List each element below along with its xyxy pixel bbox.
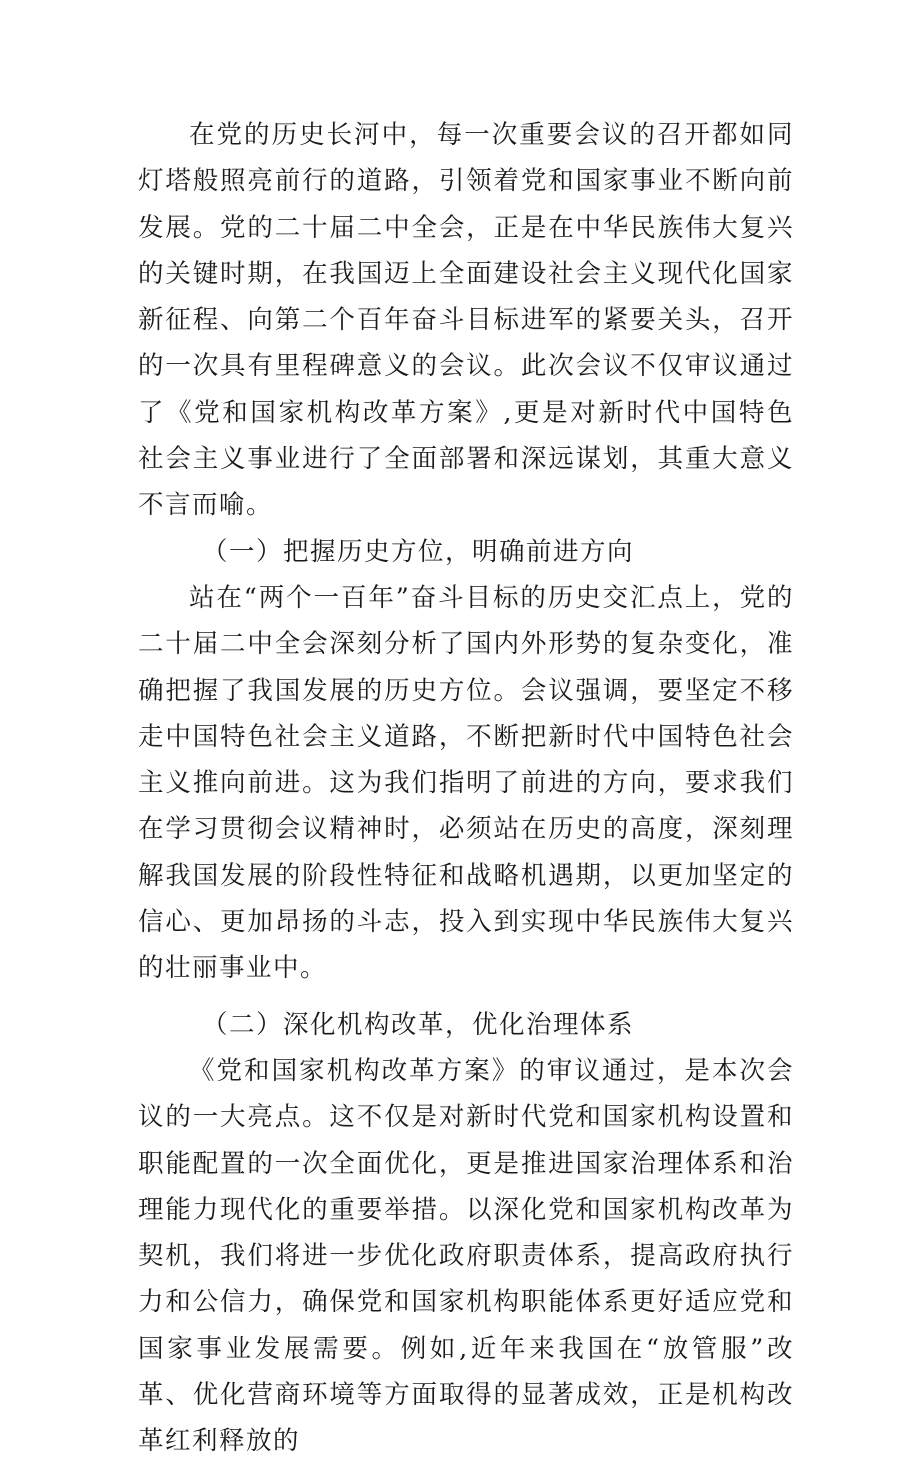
section-heading-1: （一）把握历史方位，明确前进方向 <box>202 536 635 567</box>
paragraph-section-1: 站在“两个一百年”奋斗目标的历史交汇点上，党的二十届二中全会深刻分析了国内外形势的复杂变化，准确把握了我国发展的历史方位。会议强调，要坚定不移走中国特色社会主义道路，不断把新时代中国特色社会主义推向前进。这为我们指明了前进的方向，要求我们在学习贯彻会议精神时，必须站在历史的高度，深刻理解我国发展的阶段性特征和战略机遇期，以更加坚定的信心、更加昂扬的斗志，投入到实现中华民族伟大复兴的壮丽事业中。 <box>138 582 794 984</box>
paragraph-section-2: 《党和国家机构改革方案》的审议通过，是本次会议的一大亮点。这不仅是对新时代党和国家机构设置和职能配置的一次全面优化，更是推进国家治理体系和治理能力现代化的重要举措。以深化党和国家机构改革为契机，我们将进一步优化政府职责体系，提高政府执行力和公信力，确保党和国家机构职能体系更好适应党和国家事业发展需要。例如,近年来我国在“放管服”改革、优化营商环境等方面取得的显著成效，正是机构改革红利释放的 <box>138 1055 794 1457</box>
document-body <box>138 112 794 1465</box>
section-heading-2: （二）深化机构改革，优化治理体系 <box>202 1009 635 1040</box>
paragraph-intro: 在党的历史长河中，每一次重要会议的召开都如同灯塔般照亮前行的道路，引领着党和国家事业不断向前发展。党的二十届二中全会，正是在中华民族伟大复兴的关键时期，在我国迈上全面建设社会主义现代化国家新征程、向第二个百年奋斗目标进军的紧要关头，召开的一次具有里程碑意义的会议。此次会议不仅审议通过了《党和国家机构改革方案》,更是对新时代中国特色社会主义事业进行了全面部署和深远谋划，其重大意义不言而喻。 <box>138 120 794 521</box>
